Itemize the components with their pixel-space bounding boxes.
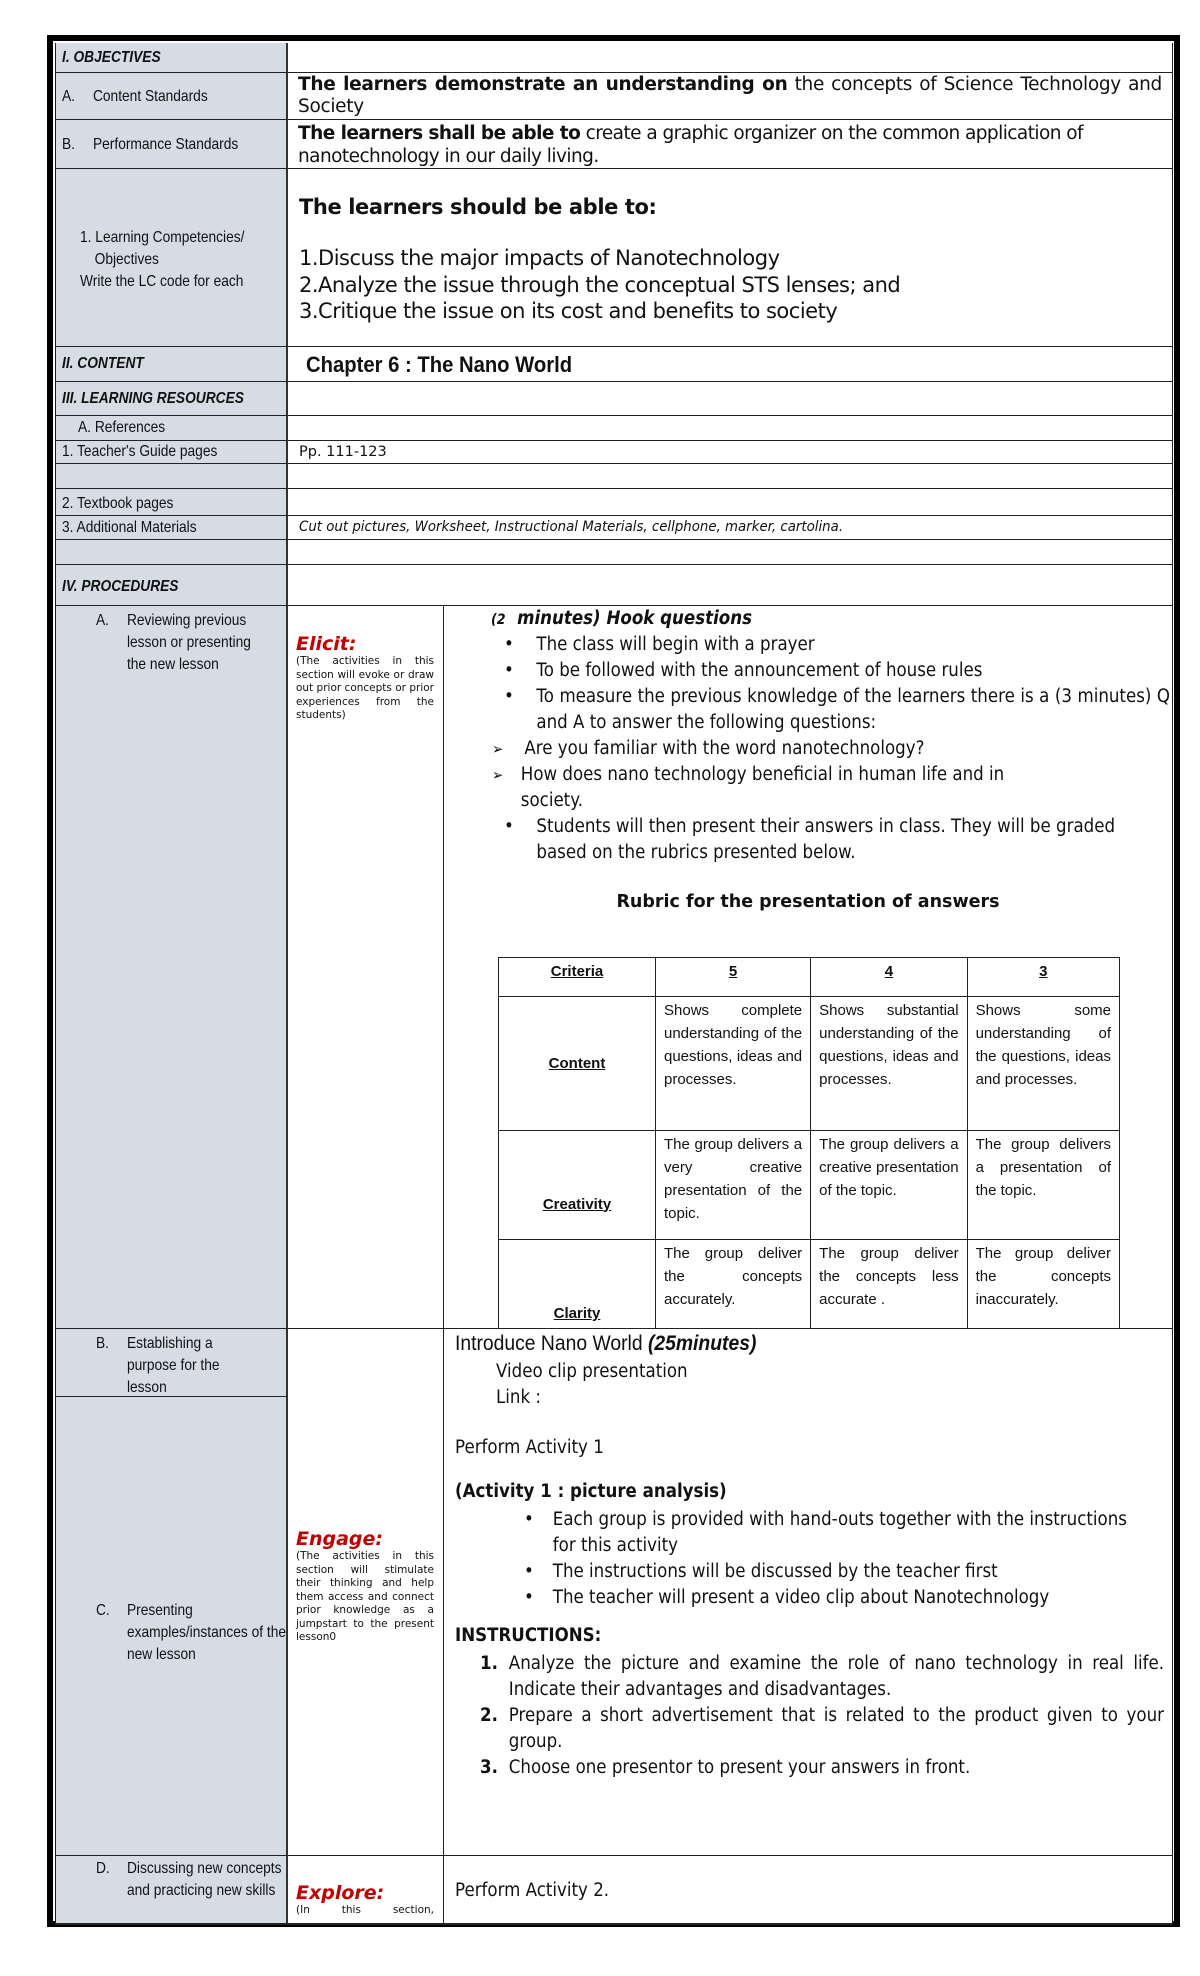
rubric-cell: Shows complete understanding of the questions, ideas and processes. (656, 997, 811, 1131)
activity-1-bullets (524, 1507, 1127, 1611)
rubric-row (499, 1240, 1120, 1330)
content-standards-value-cell (288, 73, 1172, 120)
competencies-label: 1. Learning Competencies/ Objectives Write the LC code for each (80, 229, 245, 290)
engage-label: Engage: (296, 1528, 384, 1550)
bullet-item: • The instructions will be discussed by the teacher first (524, 1561, 998, 1582)
teachers-guide-value: Pp. 111-123 (299, 444, 387, 460)
bullet-item: • To be followed with the announcement of house rules (504, 660, 983, 681)
rubric-cell: The group delivers a very creative presentation of the topic. (656, 1131, 811, 1240)
activity-1-title: (Activity 1 : picture analysis) (455, 1481, 727, 1502)
bullet-item: • Students will then present their answers in class. They will be graded based on the rubrics presented below. (504, 816, 1116, 863)
objectives-value-cell (288, 43, 1172, 73)
instructions-list (480, 1651, 1164, 1781)
explore-label: Explore: (296, 1882, 385, 1904)
blank-resource-label-cell (56, 464, 288, 489)
perform-activity-1: Perform Activity 1 (455, 1437, 604, 1458)
resources-value-cell (288, 382, 1172, 416)
textbook-label-cell (56, 489, 288, 516)
question-item: ➢ How does nano technology beneficial in human life and in society. (492, 764, 1005, 811)
procedures-value-cell (288, 565, 1172, 606)
additional-materials-value-cell (288, 516, 1172, 540)
rubric-cell: Shows substantial understanding of the questions, ideas and processes. (811, 997, 967, 1131)
procedure-a-label-cell: A. Reviewing previous lesson or presenting the new lesson (56, 606, 288, 1329)
competency-item: 2.Analyze the issue through the conceptual STS lenses; and (299, 272, 901, 297)
procedures-heading: IV. PROCEDURES (62, 578, 179, 595)
explore-note: (In this section, (296, 1904, 434, 1916)
instruction-item: 1. Analyze the picture and examine the role of nano technology in real life. Indicate their advantages and disadvantages. (480, 1653, 1164, 1700)
rubric-header-row (499, 958, 1120, 997)
textbook-value-cell (288, 489, 1172, 516)
instructions-heading: INSTRUCTIONS: (455, 1625, 602, 1646)
references-label: A. References (78, 419, 166, 436)
objectives-heading-cell (56, 43, 288, 73)
video-block (496, 1359, 688, 1411)
hook-bullets (504, 632, 1170, 736)
procedure-bc-phase-cell (288, 1329, 444, 1856)
competency-item: 1.Discuss the major impacts of Nanotechnology (299, 246, 780, 270)
references-label-cell (56, 416, 288, 441)
bullet-item: • The teacher will present a video clip about Nanotechnology (524, 1587, 1050, 1608)
blank-materials-label-cell (56, 540, 288, 565)
objectives-heading: I. OBJECTIVES (62, 49, 161, 66)
competencies-intro: The learners should be able to: (299, 195, 657, 219)
competencies-label-cell (56, 169, 288, 347)
rubric-cell: The group deliver the concepts inaccurately. (967, 1240, 1119, 1330)
bullet-item: • To measure the previous knowledge of the learners there is a (3 minutes) Q and A to answer the following questions: (504, 686, 1170, 733)
hook-questions (492, 736, 1050, 814)
content-heading-cell (56, 347, 288, 382)
question-item: ➢ Are you familiar with the word nanotechnology? (492, 738, 925, 759)
elicit-label: Elicit: (296, 633, 357, 655)
content-heading: II. CONTENT (62, 355, 144, 372)
rubric-cell: The group deliver the concepts less accurate . (811, 1240, 967, 1330)
teachers-guide-value-cell (288, 441, 1172, 464)
rubric-header: Criteria (499, 958, 656, 997)
blank-resource-value-cell (288, 464, 1172, 489)
procedure-a-phase-cell (288, 606, 444, 1329)
perform-activity-2: Perform Activity 2. (455, 1880, 610, 1901)
explore-block (296, 1882, 434, 1918)
procedure-d-phase-cell (288, 1856, 444, 1924)
rubric-cell: The group deliver the concepts accurately. (656, 1240, 811, 1330)
rubric-cell: The group delivers a creative presentation of the topic. (811, 1131, 967, 1240)
rubric-criteria: Creativity (499, 1131, 656, 1240)
rubric-cell: The group delivers a presentation of the topic. (967, 1131, 1119, 1240)
bullet-item: • The class will begin with a prayer (504, 634, 815, 655)
performance-standards-text: The learners shall be able to create a graphic organizer on the common application of nanotechnology in our daily living. (298, 123, 1084, 167)
competencies-value-cell (288, 169, 1172, 347)
resources-heading: III. LEARNING RESOURCES (62, 390, 244, 407)
rubric-cell: Shows some understanding of the questions, ideas and processes. (967, 997, 1119, 1131)
competency-item: 3.Critique the issue on its cost and benefits to society (299, 299, 838, 323)
content-standards-text: The learners demonstrate an understanding on the concepts of Science Technology and Society (298, 74, 1162, 117)
teachers-guide-label-cell (56, 441, 288, 464)
references-value-cell (288, 416, 1172, 441)
elicit-block (296, 633, 434, 723)
content-standards-label-cell: A. Content Standards (56, 73, 288, 120)
competencies-list (299, 245, 900, 325)
instruction-item: 3. Choose one presentor to present your answers in front. (480, 1757, 971, 1778)
additional-materials-label: 3. Additional Materials (62, 519, 197, 536)
procedure-bc-content-cell (444, 1329, 1172, 1856)
performance-standards-label-cell: B. Performance Standards (56, 120, 288, 169)
engage-block (296, 1528, 434, 1645)
resources-heading-cell (56, 382, 288, 416)
after-bullet (504, 814, 1125, 866)
performance-standards-value-cell (288, 120, 1172, 169)
video-label: Video clip presentation (496, 1361, 688, 1382)
blank-materials-value-cell (288, 540, 1172, 565)
rubric-table (498, 957, 1120, 1330)
rubric-header: 5 (656, 958, 811, 997)
procedure-b-label-cell: B. Establishing a purpose for the lesson (56, 1329, 288, 1397)
procedures-heading-cell (56, 565, 288, 606)
rubric-row (499, 997, 1120, 1131)
rubric-title: Rubric for the presentation of answers (616, 892, 1000, 912)
chapter-title: Chapter 6 : The Nano World (306, 352, 573, 377)
bullet-item: • Each group is provided with hand-outs together with the instructions for this activity (524, 1509, 1127, 1556)
elicit-note: (The activities in this section will evoke or draw out prior concepts or prior experiences from the students) (296, 655, 434, 721)
procedure-d-label-cell: D. Discussing new concepts and practicing new skills (56, 1856, 288, 1924)
hook-title: (2 minutes) Hook questions (491, 608, 752, 629)
rubric-criteria: Clarity (499, 1240, 656, 1330)
additional-materials-label-cell (56, 516, 288, 540)
instruction-item: 2. Prepare a short advertisement that is related to the product given to your group. (480, 1705, 1164, 1752)
introduce-line: Introduce Nano World (25minutes) (455, 1332, 757, 1355)
teachers-guide-label: 1. Teacher's Guide pages (62, 443, 218, 460)
textbook-label: 2. Textbook pages (62, 495, 174, 512)
additional-materials-value: Cut out pictures, Worksheet, Instructional Materials, cellphone, marker, cartolina. (299, 519, 844, 535)
procedure-d-content-cell (444, 1856, 1172, 1924)
rubric-header: 3 (967, 958, 1119, 997)
content-value-cell (288, 347, 1172, 382)
procedure-c-label-cell: C. Presenting examples/instances of the new lesson (56, 1397, 288, 1856)
link-label[interactable]: Link : (496, 1387, 541, 1408)
rubric-criteria: Content (499, 997, 656, 1131)
engage-note: (The activities in this section will stimulate their thinking and help them access and connect prior knowledge as a jumpstart to the present lesson0 (296, 1550, 434, 1643)
rubric-header: 4 (811, 958, 967, 997)
rubric-row (499, 1131, 1120, 1240)
